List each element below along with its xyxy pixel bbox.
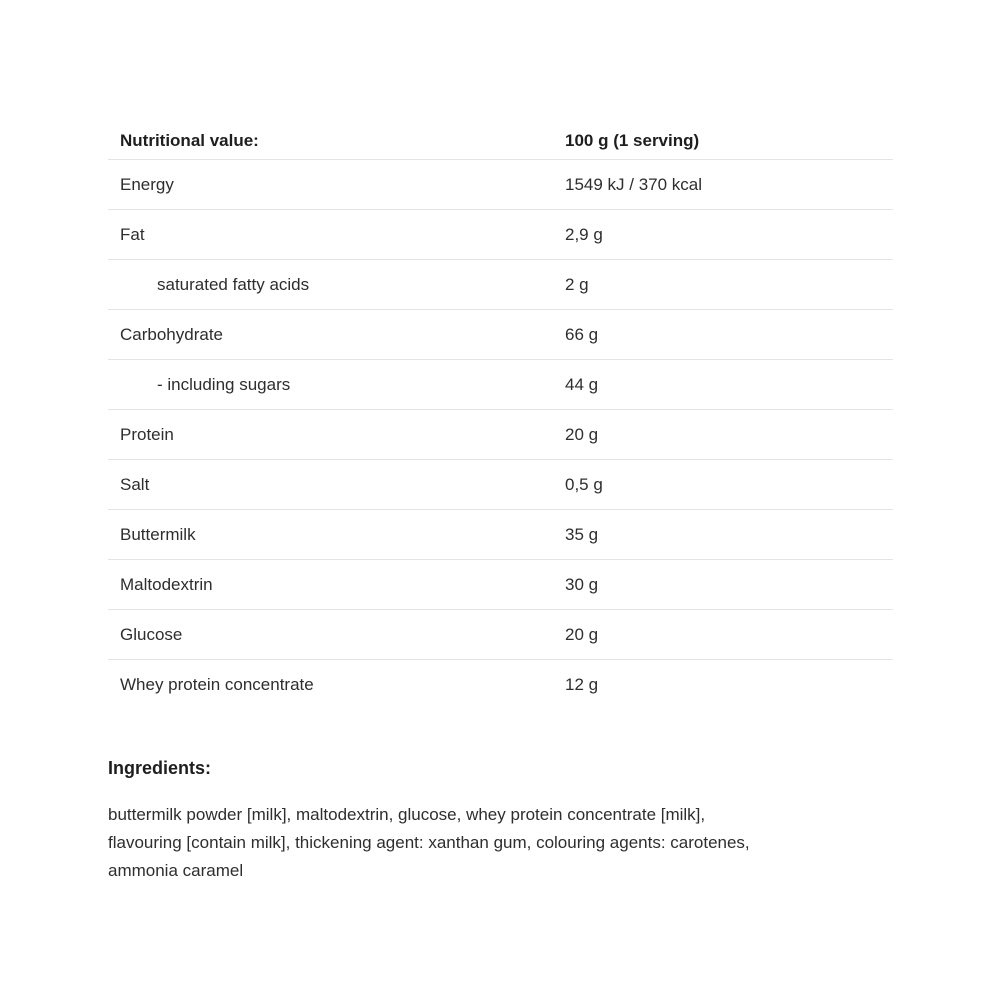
row-value: 44 g: [565, 374, 599, 394]
nutrition-table: [108, 122, 893, 710]
table-row: [108, 510, 893, 560]
table-row: [108, 410, 893, 460]
row-value: 20 g: [565, 424, 599, 444]
row-value: 0,5 g: [565, 474, 603, 494]
table-row: [108, 360, 893, 410]
nutrition-header-value: 100 g (1 serving): [565, 130, 700, 150]
table-row: [108, 560, 893, 610]
row-value: 2 g: [565, 274, 589, 294]
row-label: Glucose: [120, 624, 183, 644]
row-value: 2,9 g: [565, 224, 603, 244]
row-label: Fat: [120, 224, 145, 244]
table-row: [108, 160, 893, 210]
table-row: [108, 260, 893, 310]
row-label: saturated fatty acids: [157, 274, 310, 294]
row-value: 12 g: [565, 675, 599, 694]
row-label: Carbohydrate: [120, 324, 224, 344]
nutrition-table-header: [108, 122, 893, 160]
table-row: [108, 610, 893, 660]
page-content: [108, 122, 893, 885]
row-value: 1549 kJ / 370 kcal: [565, 174, 703, 194]
row-label: Maltodextrin: [120, 574, 213, 594]
nutrition-header-label: Nutritional value:: [120, 130, 259, 150]
table-row: [108, 660, 893, 710]
table-row: [108, 310, 893, 360]
row-label: Whey protein concentrate: [120, 675, 314, 694]
row-label: Buttermilk: [120, 524, 196, 544]
row-label: Salt: [120, 474, 150, 494]
row-value: 66 g: [565, 324, 599, 344]
table-row: [108, 210, 893, 260]
table-row: [108, 460, 893, 510]
row-value: 35 g: [565, 524, 599, 544]
ingredients-heading: Ingredients:: [108, 758, 212, 778]
ingredients-text: buttermilk powder [milk], maltodextrin, glucose, whey protein concentrate [milk], flavouring [contain milk], thickening agent: xanthan gum, colouring agents: carotenes, ammonia caramel: [108, 805, 750, 880]
row-value: 20 g: [565, 624, 599, 644]
row-label: Protein: [120, 424, 174, 444]
row-label: - including sugars: [157, 374, 291, 394]
ingredients-section: [108, 758, 893, 885]
row-value: 30 g: [565, 574, 599, 594]
row-label: Energy: [120, 174, 174, 194]
